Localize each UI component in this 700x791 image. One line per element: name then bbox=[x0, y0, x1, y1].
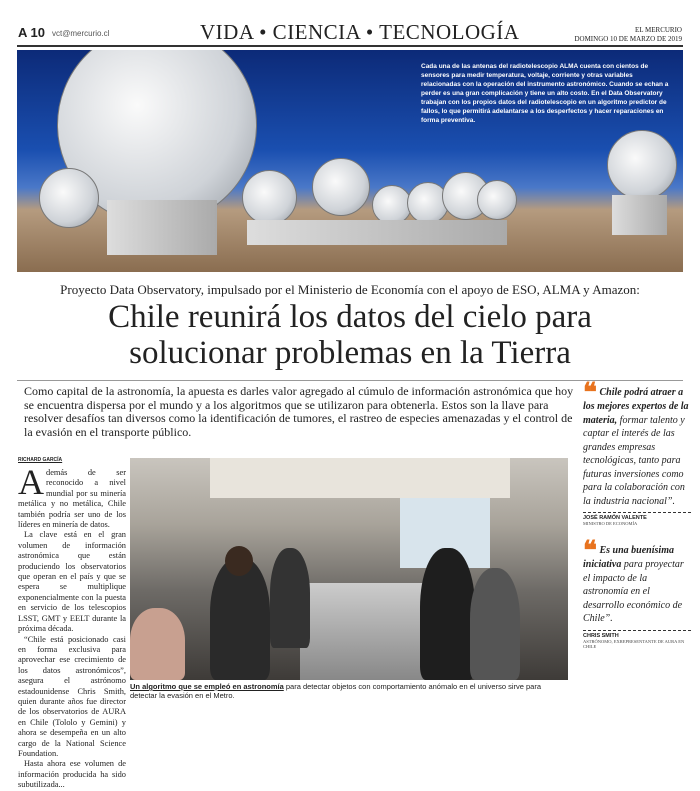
person-head bbox=[225, 546, 253, 576]
section-title: VIDA • CIENCIA • TECNOLOGÍA bbox=[200, 20, 520, 44]
paragraph: Hasta ahora ese volumen de información producida ha sido subutilizada... bbox=[18, 759, 126, 790]
antenna-dish bbox=[607, 130, 677, 200]
byline: RICHARD GARCÍA bbox=[18, 457, 63, 463]
article-body bbox=[18, 462, 126, 791]
pull-quote: ❝ Es una buenísima iniciativa para proyectar el impacto de la astronomía en el desarrollo económico de Chile”. bbox=[583, 536, 684, 624]
quote-mark-icon: ❝ bbox=[583, 536, 597, 565]
issue-date: DOMINGO 10 DE MARZO DE 2019 bbox=[574, 35, 682, 43]
newspaper-name: EL MERCURIO bbox=[635, 26, 682, 34]
quote-author: CHRIS SMITH bbox=[583, 632, 619, 639]
person bbox=[420, 548, 475, 680]
section-email: vct@mercurio.cl bbox=[52, 29, 110, 38]
paragraph: La clave está en el gran volumen de información astronómica que están produciendo los observatorios que operan en el país y que se espera se multiplique exponencialmente con la puesta en servicio de los telescopios LSST, GMT y EELT durante la próxima década. bbox=[18, 530, 126, 634]
antenna-dish bbox=[372, 185, 412, 225]
station-ceiling bbox=[210, 458, 510, 498]
antenna-base bbox=[612, 195, 667, 235]
antenna-bases bbox=[247, 220, 507, 245]
masthead bbox=[574, 26, 682, 44]
antenna-base bbox=[107, 200, 217, 255]
metro-turnstiles-photo bbox=[130, 458, 568, 680]
antenna-dish bbox=[312, 158, 370, 216]
pull-quote: ❝ Chile podrá atraer a los mejores expertos de la materia, formar talento y captar el interés de las grandes empresas tecnológicas, tanto para futuras inversiones como para la colaboración con la industria nacional”. bbox=[583, 378, 689, 507]
drop-cap: A bbox=[18, 462, 44, 502]
person bbox=[210, 558, 270, 680]
quote-author-role: MINISTRO DE ECONOMÍA bbox=[583, 521, 638, 526]
divider bbox=[583, 512, 691, 513]
quotes-sidebar bbox=[583, 378, 691, 667]
antenna-dish bbox=[477, 180, 517, 220]
paragraph: Además de ser reconocido a nivel mundial por su minería metálica y no metálica, Chile también podría ser uno de los líderes en minería de datos. bbox=[18, 462, 126, 530]
quote-author-role: ASTRÓNOMO, EXREPRESENTANTE DE AURA EN CHILE bbox=[583, 638, 685, 649]
page-number: A 10 bbox=[18, 25, 45, 40]
person bbox=[470, 568, 520, 680]
alma-antennas-photo bbox=[17, 50, 683, 272]
antenna-dish bbox=[39, 168, 99, 228]
person bbox=[130, 608, 185, 680]
person bbox=[270, 548, 310, 648]
photo-caption: Cada una de las antenas del radiotelescopio ALMA cuenta con cientos de sensores para medir temperatura, voltaje, corriente y otras variables relacionadas con la operación del instrumento astronómico. Cuando se echan a perder es una gran complicación y tiene un alto costo. En el Data Observatory trabajan con los propios datos del radiotelescopio en un algoritmo predictor de fallos, lo que permitirá adelantarse a los desperfectos y hacer reparaciones en forma preventiva. bbox=[421, 63, 669, 124]
quote-mark-icon: ❝ bbox=[583, 378, 597, 407]
header-rule bbox=[17, 45, 683, 47]
quote-author: JOSÉ RAMÓN VALENTE bbox=[583, 515, 647, 521]
article-kicker: Proyecto Data Observatory, impulsado por el Ministerio de Economía con el apoyo de ESO, ALMA y Amazon: bbox=[60, 282, 640, 297]
photo-caption: Un algoritmo que se empleó en astronomía para detectar objetos con comportamiento anómalo en el universo sirve para detectar la evasión en el Metro. bbox=[130, 682, 542, 700]
article-headline: Chile reunirá los datos del cielo para solucionar problemas en la Tierra bbox=[108, 299, 592, 371]
divider bbox=[583, 630, 691, 631]
article-lede: Como capital de la astronomía, la apuesta es darles valor agregado al cúmulo de información astronómica que hoy se encuentra dispersa por el mundo y a los algoritmos que se utilizaron para obtenerla. Estos son la llave para resolver desafíos tan diversos como la identificación de tumores, el rastreo de especies amenazadas y el control de la evasión en el transporte público. bbox=[24, 384, 574, 439]
antenna-dish bbox=[242, 170, 297, 225]
paragraph: “Chile está posicionado casi en forma exclusiva para aprovechar ese crecimiento de los datos astronómicos”, asegura el astrónomo estadounidense Chris Smith, quien durante años fue director de los observatorios de AURA en Chile (Tololo y Gemini) y ahora se desempeña en un alto cargo de la National Science Foundation. bbox=[18, 634, 126, 758]
